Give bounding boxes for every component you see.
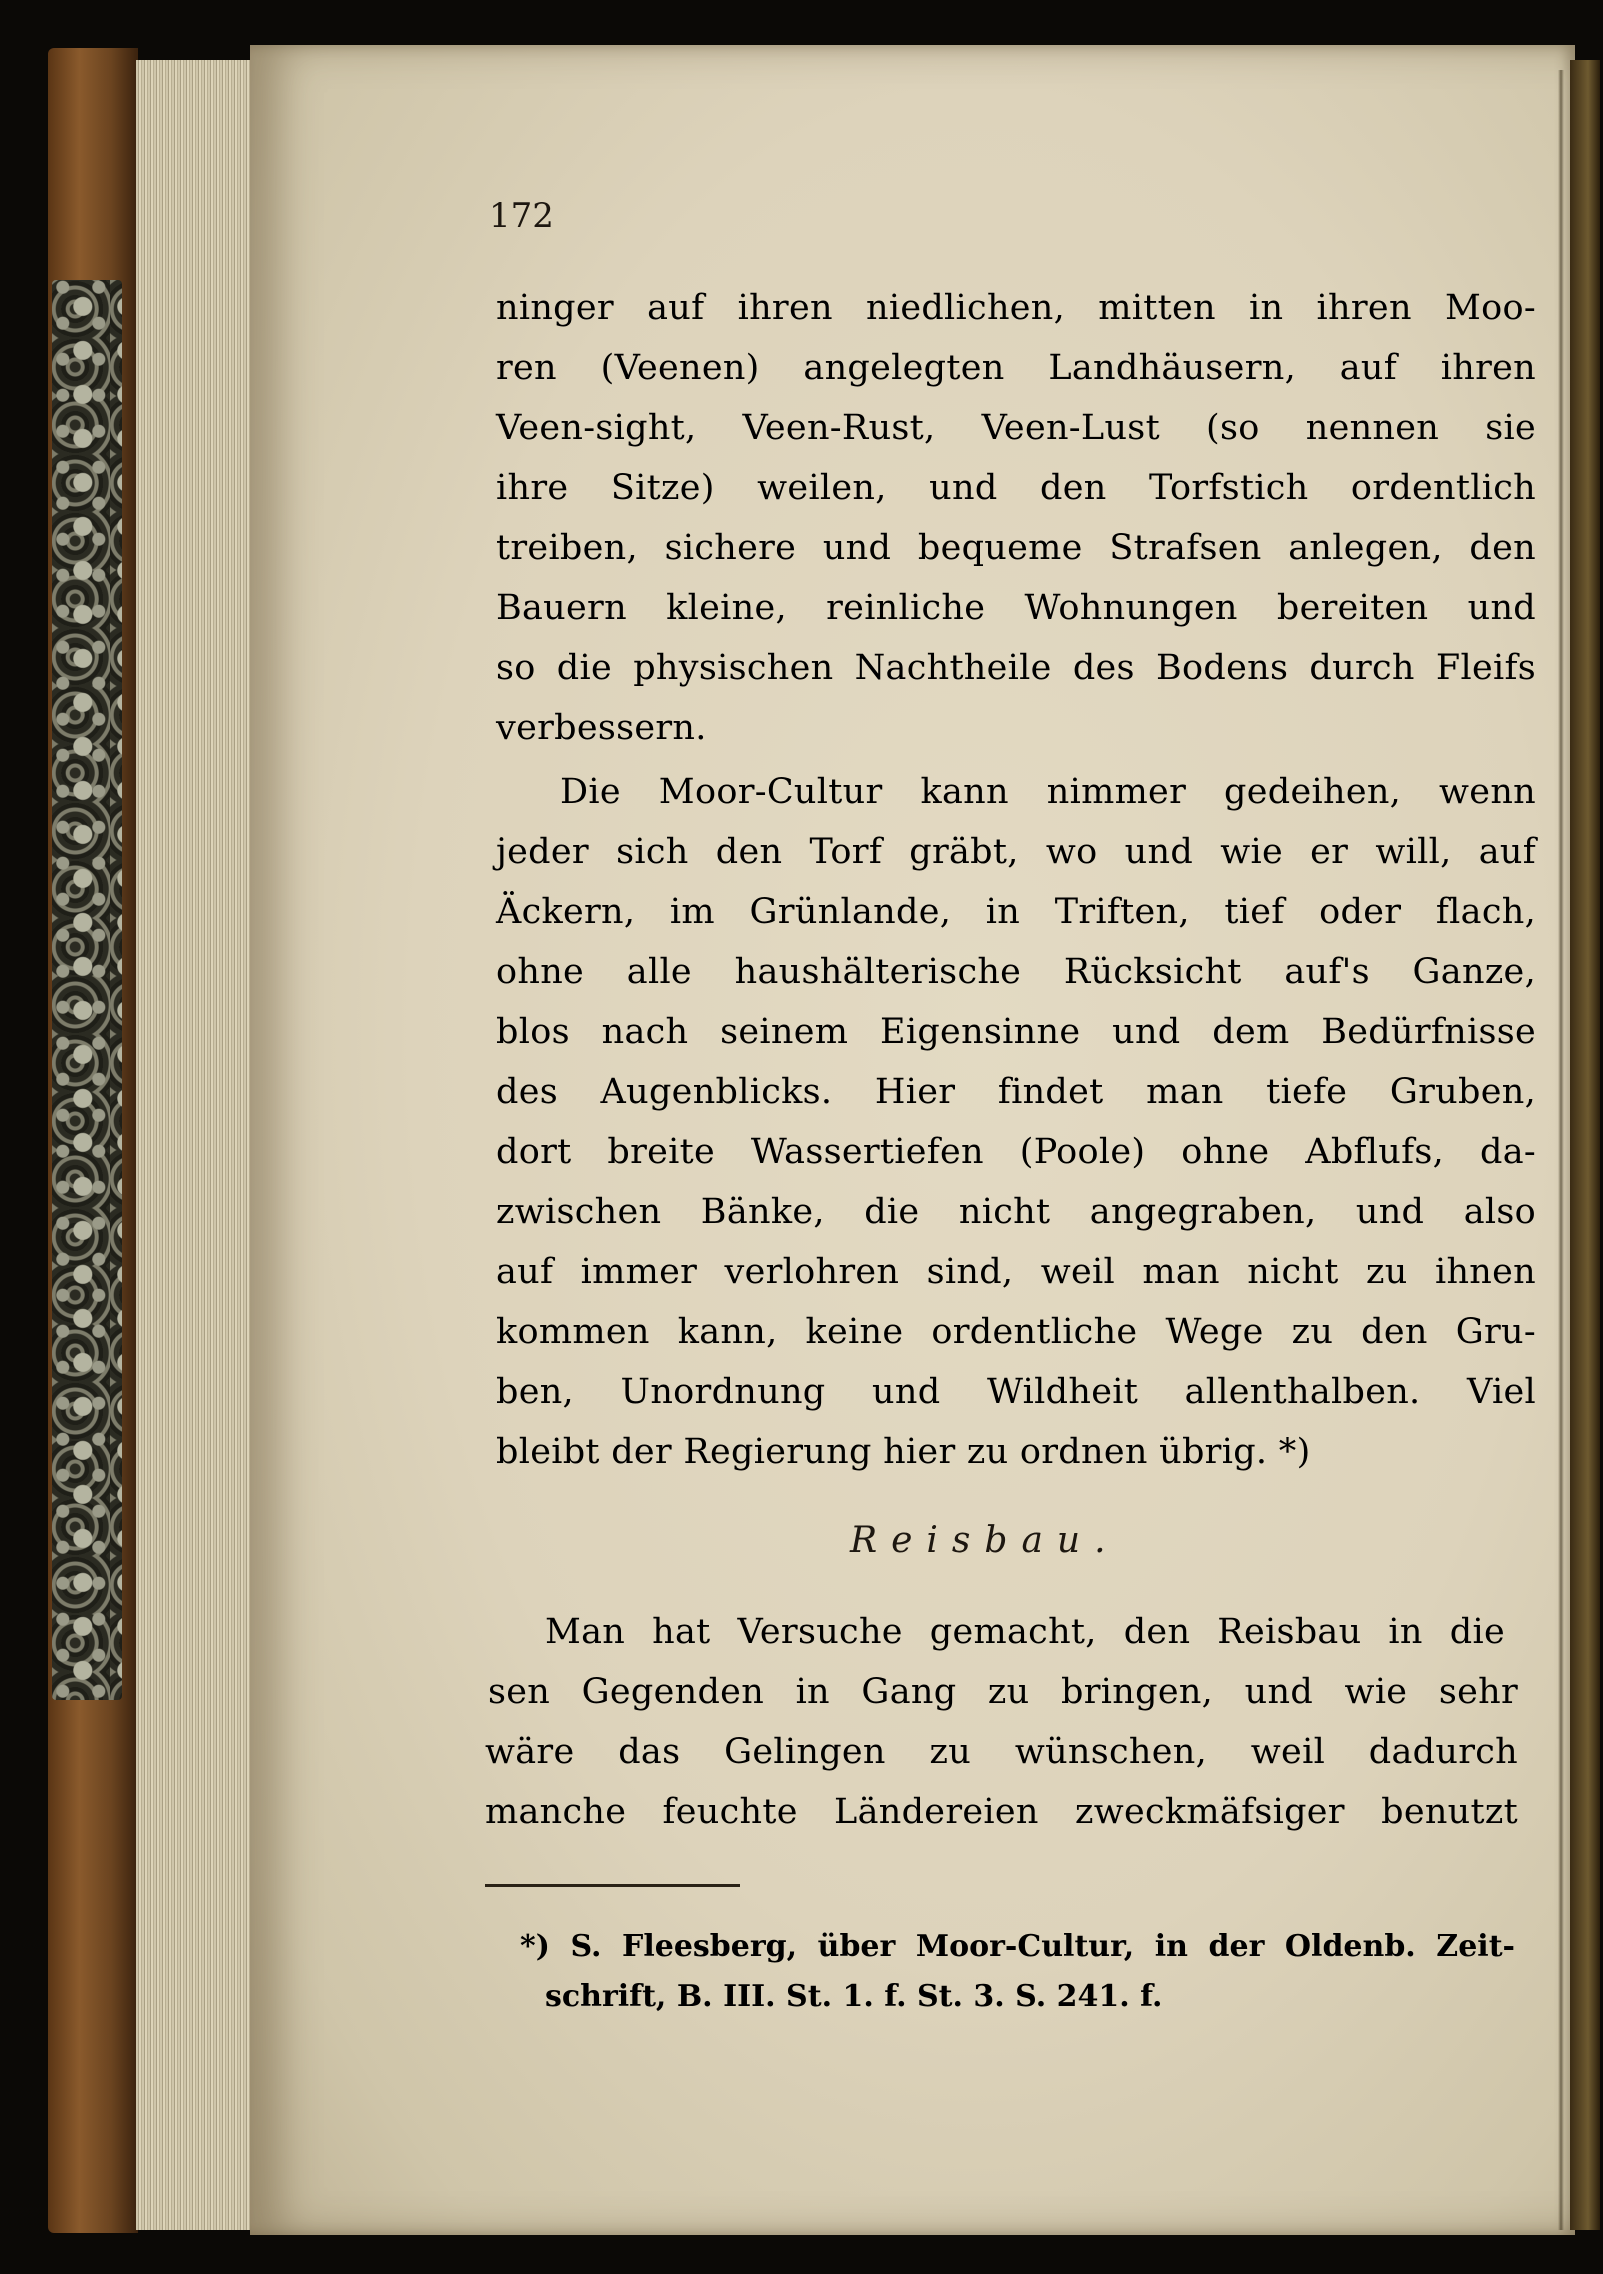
text-line: ren (Veenen) angelegten Landhäusern, auf ihren [496,348,1536,388]
footnote-rule [485,1884,740,1887]
text-line: Veen-sight, Veen-Rust, Veen-Lust (so nennen sie [496,408,1536,448]
text-line: kommen kann, keine ordentliche Wege zu den Gru- [496,1312,1536,1352]
text-line: auf immer verlohren sind, weil man nicht zu ihnen [496,1252,1536,1292]
text-line: treiben, sichere und bequeme Strafsen anlegen, den [496,528,1536,568]
text-line: Bauern kleine, reinliche Wohnungen bereiten und [496,588,1536,628]
marbled-cover [52,280,122,1700]
text-line: dort breite Wassertiefen (Poole) ohne Abflufs, da- [496,1132,1536,1172]
text-line: Die Moor-Cultur kann nimmer gedeihen, wenn [560,772,1536,812]
text-line: ben, Unordnung und Wildheit allenthalben. Viel [496,1372,1536,1412]
text-line: manche feuchte Ländereien zweckmäfsiger benutzt [485,1792,1518,1832]
text-line: ohne alle haushälterische Rücksicht auf's Ganze, [496,952,1536,992]
section-heading: Reisbau. [850,1520,1120,1561]
text-line: blos nach seinem Eigensinne und dem Bedürfnisse [496,1012,1536,1052]
text-line: Äckern, im Grünlande, in Triften, tief oder flach, [496,892,1536,932]
text-line: jeder sich den Torf gräbt, wo und wie er will, auf [496,832,1536,872]
text-line: Man hat Versuche gemacht, den Reisbau in die [545,1612,1505,1652]
footnote-line: *) S. Fleesberg, über Moor-Cultur, in der Oldenb. Zeit- [520,1929,1515,1964]
text-line: ihre Sitze) weilen, und den Torfstich ordentlich [496,468,1536,508]
page-number: 172 [489,196,554,236]
text-line: ninger auf ihren niedlichen, mitten in ihren Moo- [496,288,1536,328]
page-fold [1558,70,1564,2230]
text-line: verbessern. [496,708,707,748]
text-line: wäre das Gelingen zu wünschen, weil dadurch [485,1732,1518,1772]
right-gutter [1570,60,1600,2230]
text-line: zwischen Bänke, die nicht angegraben, und also [496,1192,1536,1232]
text-line: des Augenblicks. Hier findet man tiefe Gruben, [496,1072,1536,1112]
footnote-line: schrift, B. III. St. 1. f. St. 3. S. 241. f. [545,1979,1163,2014]
text-line: so die physischen Nachtheile des Bodens durch Fleifs [496,648,1536,688]
text-line: bleibt der Regierung hier zu ordnen übrig. *) [496,1432,1311,1472]
text-line: sen Gegenden in Gang zu bringen, und wie sehr [488,1672,1518,1712]
